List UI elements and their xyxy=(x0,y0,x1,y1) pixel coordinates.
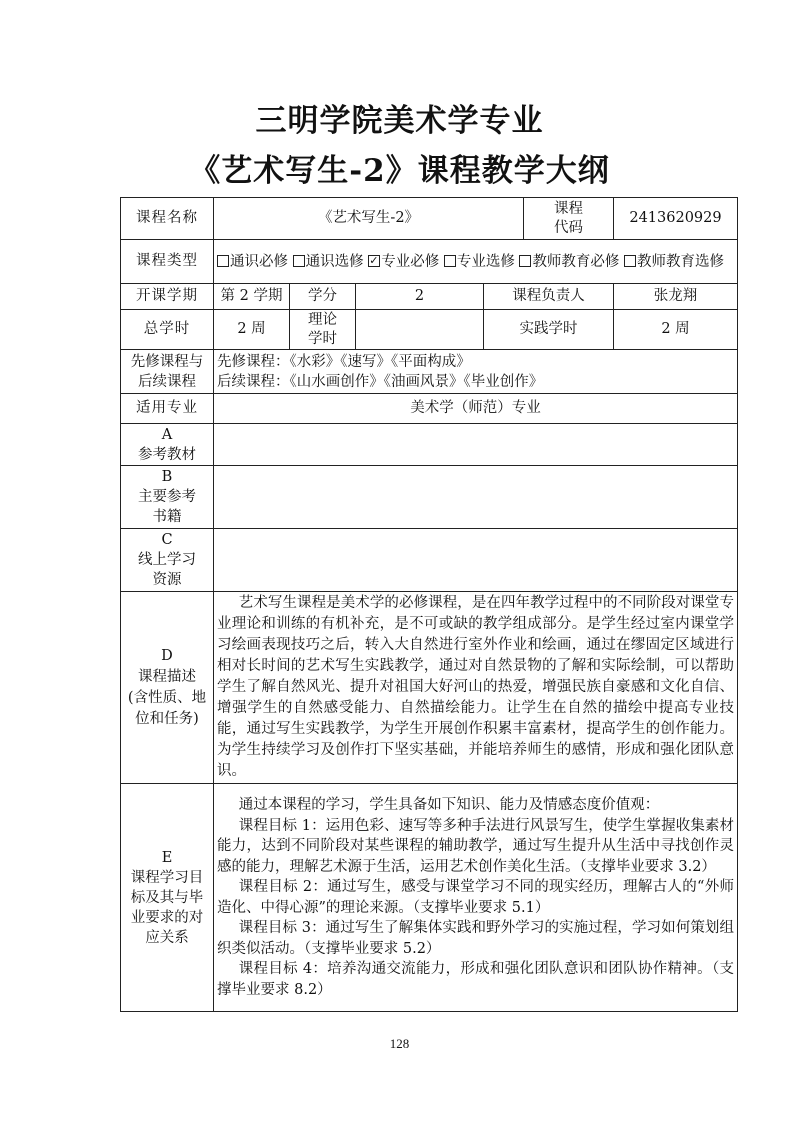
major-value: 美术学（师范）专业 xyxy=(214,394,738,424)
checkbox-checked-icon xyxy=(368,255,380,267)
row-major xyxy=(121,394,738,424)
semester-value: 第 2 学期 xyxy=(214,284,290,310)
course-type-option[interactable] xyxy=(624,254,724,270)
syllabus-table xyxy=(120,197,738,1012)
row-b-references xyxy=(121,466,738,529)
course-name-label: 课程名称 xyxy=(121,198,214,240)
b-label-cell xyxy=(121,466,214,529)
prereq-label: 先修课程与后续课程 xyxy=(121,350,214,394)
row-course-name xyxy=(121,198,738,240)
prereq-content xyxy=(214,350,738,394)
total-hours-label: 总学时 xyxy=(121,310,214,350)
document-title-line2: 《艺术写生-2》课程教学大纲 xyxy=(189,153,610,189)
lead-label: 课程负责人 xyxy=(484,284,614,310)
course-type-option[interactable] xyxy=(519,254,619,270)
checkbox-icon xyxy=(444,255,456,267)
e-goal-3: 课程目标 3：通过写生了解集体实践和野外学习的实施过程，学习如何策划组织类似活动。（支撑毕业要求 5.2） xyxy=(217,920,734,957)
theory-hours-value xyxy=(356,310,484,350)
option-label: 专业必修 xyxy=(381,253,440,270)
checkbox-icon xyxy=(217,255,229,267)
c-label: 线上学习资源 xyxy=(138,552,196,588)
c-letter: C xyxy=(161,532,173,548)
credit-label: 学分 xyxy=(290,284,356,310)
course-type-option[interactable] xyxy=(444,254,515,270)
row-course-type xyxy=(121,240,738,284)
row-prerequisites xyxy=(121,350,738,394)
row-c-online xyxy=(121,529,738,592)
prereq-line: 先修课程：《水彩》《速写》《平面构成》 xyxy=(217,353,471,370)
e-goal-1: 课程目标 1：运用色彩、速写等多种手法进行风景写生，使学生掌握收集素材能力，达到不同阶段对某些课程的辅助教学，通过写生提升从生活中寻找创作灵感的能力，理解艺术源于生活，运用艺术创作美化生活。（支撑毕业要求 3.2） xyxy=(217,817,734,875)
e-label: 课程学习目标及其与毕业要求的对应关系 xyxy=(130,869,204,946)
option-label: 通识选修 xyxy=(305,253,364,270)
option-label: 教师教育选修 xyxy=(637,253,725,270)
d-letter: D xyxy=(161,647,173,664)
checkbox-icon xyxy=(519,255,531,267)
total-hours-value: 2 周 xyxy=(214,310,290,350)
row-d-description xyxy=(121,592,738,784)
e-intro: 通过本课程的学习，学生具备如下知识、能力及情感态度价值观： xyxy=(238,797,660,813)
d-text: 艺术写生课程是美术学的必修课程，是在四年教学过程中的不同阶段对课堂专业理论和训练的有机补充，是不可或缺的教学组成部分。是学生经过室内课堂学习绘画表现技巧之后，转入大自然进行室外作业和绘画，通过在缪固定区域进行相对长时间的艺术写生实践教学，通过对自然景物的了解和实际绘制，可以帮助学生了解自然风光、提升对祖国大好河山的热爱，增强民族自豪感和文化自信、增强学生的自然感受能力、自然描绘能力。让学生在自然的描绘中提高专业技能，通过写生实践教学，为学生开展创作积累丰富素材，提高学生的创作能力。为学生持续学习及创作打下坚实基础，并能培养师生的感情，形成和强化团队意识。 xyxy=(217,595,734,779)
checkbox-icon xyxy=(624,255,636,267)
page-number: 128 xyxy=(389,1036,410,1051)
e-goal-2: 课程目标 2：通过写生，感受与课堂学习不同的现实经历，理解古人的“外师造化、中得心源”的理论来源。（支撑毕业要求 5.1） xyxy=(217,879,734,916)
d-label-2: (含性质、地位和任务) xyxy=(127,689,207,727)
semester-label: 开课学期 xyxy=(121,284,214,310)
course-type-label: 课程类型 xyxy=(121,240,214,284)
e-label-cell xyxy=(121,784,214,1012)
checkbox-icon xyxy=(293,255,305,267)
practice-hours-label: 实践学时 xyxy=(484,310,614,350)
option-label: 通识必修 xyxy=(230,253,288,270)
option-label: 教师教育必修 xyxy=(532,253,620,270)
option-label: 专业选修 xyxy=(456,253,515,270)
row-e-objectives xyxy=(121,784,738,1012)
b-content xyxy=(214,466,738,529)
theory-hours-label-text: 理论学时 xyxy=(308,311,337,347)
course-code-label-text: 课程代码 xyxy=(554,200,583,236)
c-label-cell xyxy=(121,529,214,592)
a-label-cell xyxy=(121,424,214,466)
a-content xyxy=(214,424,738,466)
major-label: 适用专业 xyxy=(121,394,214,424)
b-letter: B xyxy=(161,469,173,485)
e-content xyxy=(214,784,738,1012)
credit-value: 2 xyxy=(356,284,484,310)
course-code-label xyxy=(524,198,614,240)
d-label-1: 课程描述 xyxy=(138,668,196,685)
course-code-value: 2413620929 xyxy=(614,198,738,240)
row-hours xyxy=(121,310,738,350)
practice-hours-value: 2 周 xyxy=(614,310,738,350)
follow-line: 后续课程：《山水画创作》《油画风景》《毕业创作》 xyxy=(217,373,544,390)
a-label: 参考教材 xyxy=(138,446,196,463)
e-goal-4: 课程目标 4：培养沟通交流能力，形成和强化团队意识和团队协作精神。（支撑毕业要求 8.2） xyxy=(217,961,734,998)
b-label: 主要参考书籍 xyxy=(138,489,196,525)
course-name-value: 《艺术写生-2》 xyxy=(214,198,524,240)
row-semester xyxy=(121,284,738,310)
course-type-option[interactable] xyxy=(217,254,288,270)
course-type-option[interactable] xyxy=(368,254,439,270)
course-type-options xyxy=(214,240,738,284)
d-label-cell xyxy=(121,592,214,784)
lead-value: 张龙翔 xyxy=(614,284,738,310)
d-content xyxy=(214,592,738,784)
c-content xyxy=(214,529,738,592)
document-title-line1: 三明学院美术学专业 xyxy=(255,103,544,139)
theory-hours-label xyxy=(290,310,356,350)
e-letter: E xyxy=(161,849,173,866)
a-letter: A xyxy=(161,426,173,443)
course-type-option[interactable] xyxy=(293,254,364,270)
row-a-textbook xyxy=(121,424,738,466)
